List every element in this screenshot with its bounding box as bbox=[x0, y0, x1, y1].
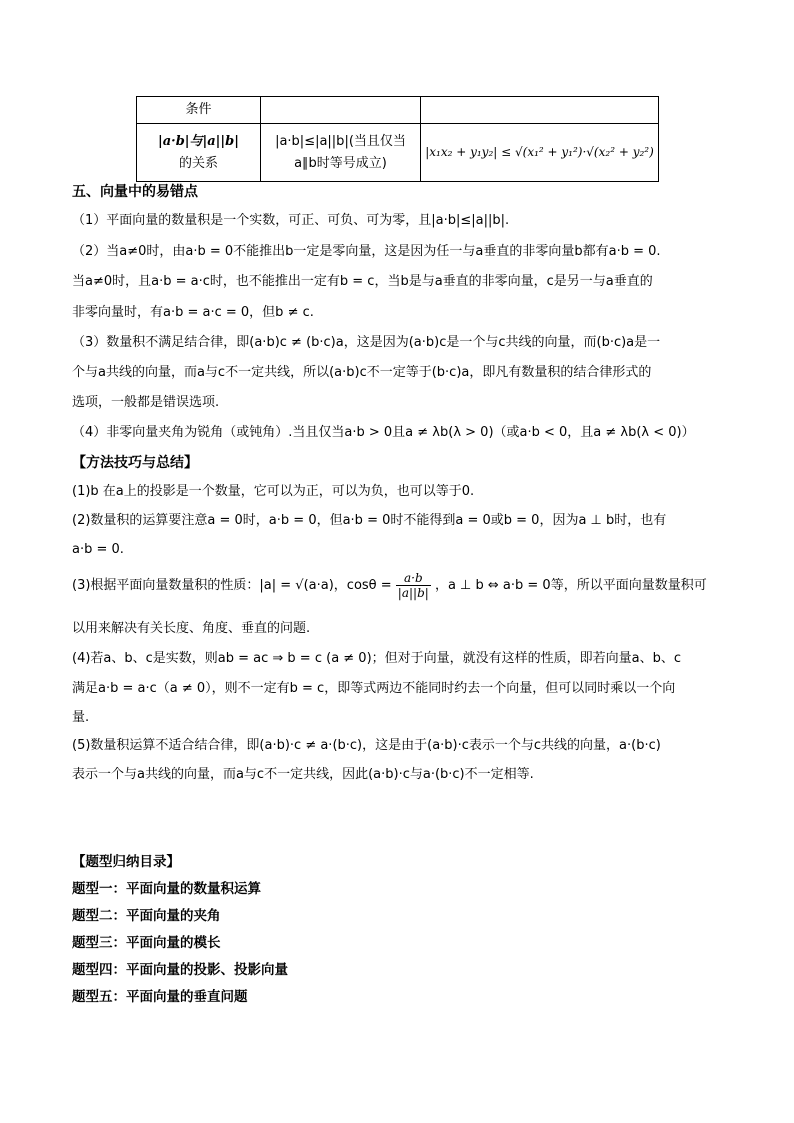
row-label-line-2: 的关系 bbox=[178, 155, 218, 171]
error-point-2-cont-2: 非零向量时，有a·b = a·c = 0，但b ≠ c. bbox=[72, 305, 314, 320]
method-3-post: ，a ⊥ b ⇔ a·b = 0等，所以平面向量数量积可 bbox=[434, 578, 707, 593]
table-header-label: 条件 bbox=[137, 97, 261, 124]
method-5-cont: 表示一个与a共线的向量，而a与c不一定共线，因此(a·b)·c与a·(b·c)不一定相等. bbox=[72, 767, 534, 782]
error-point-3: （3）数量积不满足结合律，即(a·b)c ≠ (b·c)a，这是因为(a·b)c是一个与c共线的向量，而(b·c)a是一 bbox=[72, 335, 661, 350]
condition-line-1: |a·b|≤|a||b|(当且仅当 bbox=[275, 133, 406, 149]
cos-fraction-numerator: a·b bbox=[396, 571, 431, 586]
inequality-formula: |x₁x₂ + y₁y₂| ≤ √(x₁² + y₁²)·√(x₂² + y₂²) bbox=[425, 145, 654, 159]
directory-title: 【题型归纳目录】 bbox=[72, 854, 180, 870]
method-4-cont-2: 量. bbox=[72, 710, 90, 725]
table-row-label bbox=[137, 124, 261, 182]
method-3-pre: (3)根据平面向量数量积的性质：|a| = √(a·a)，cosθ = bbox=[72, 578, 392, 593]
error-point-3-cont-1: 个与a共线的向量，而a与c不一定共线，所以(a·b)c不一定等于(b·c)a，即凡有数量积的结合律形式的 bbox=[72, 365, 652, 380]
method-3 bbox=[72, 571, 727, 601]
table-formula-cell bbox=[421, 124, 659, 182]
section-five-title: 五、向量中的易错点 bbox=[72, 184, 198, 200]
method-2-cont: a·b = 0. bbox=[72, 542, 124, 557]
condition-line-2: a∥b时等号成立) bbox=[294, 155, 387, 171]
table-header-empty-2 bbox=[421, 97, 659, 124]
method-4: (4)若a、b、c是实数，则ab = ac ⇒ b = c (a ≠ 0)；但对于向量，就没有这样的性质，即若向量a、b、c bbox=[72, 651, 682, 666]
method-1: (1)b 在a上的投影是一个数量，它可以为正，可以为负，也可以等于0. bbox=[72, 484, 475, 499]
row-label-line-1: |a·b|与|a||b| bbox=[158, 133, 239, 149]
directory-item-5: 题型五：平面向量的垂直问题 bbox=[72, 989, 248, 1005]
method-5: (5)数量积运算不适合结合律，即(a·b)·c ≠ a·(b·c)，这是由于(a·b)·c表示一个与c共线的向量，a·(b·c) bbox=[72, 738, 661, 753]
error-point-1: （1）平面向量的数量积是一个实数，可正、可负、可为零，且|a·b|≤|a||b|. bbox=[72, 213, 510, 228]
cos-fraction bbox=[396, 571, 431, 600]
error-point-2: （2）当a≠0时，由a·b = 0不能推出b一定是零向量，这是因为任一与a垂直的非零向量b都有a·b = 0. bbox=[72, 244, 661, 259]
error-point-2-cont-1: 当a≠0时，且a·b = a·c时，也不能推出一定有b = c，当b是与a垂直的非零向量，c是另一与a垂直的 bbox=[72, 274, 653, 289]
cos-fraction-denominator: |a||b| bbox=[397, 586, 429, 600]
table-header-empty-1 bbox=[261, 97, 421, 124]
table-condition-cell bbox=[261, 124, 421, 182]
error-point-4: （4）非零向量夹角为锐角（或钝角）.当且仅当a·b > 0且a ≠ λb(λ > 0)（或a·b < 0，且a ≠ λb(λ < 0)） bbox=[72, 425, 695, 440]
directory-item-2: 题型二：平面向量的夹角 bbox=[72, 908, 221, 924]
directory-item-4: 题型四：平面向量的投影、投影向量 bbox=[72, 962, 288, 978]
methods-title: 【方法技巧与总结】 bbox=[72, 455, 198, 471]
condition-table bbox=[136, 96, 659, 182]
method-2: (2)数量积的运算要注意a = 0时，a·b = 0，但a·b = 0时不能得到a = 0或b = 0，因为a ⊥ b时，也有 bbox=[72, 513, 667, 528]
method-4-cont-1: 满足a·b = a·c（a ≠ 0），则不一定有b = c，即等式两边不能同时约去一个向量，但可以同时乘以一个向 bbox=[72, 681, 676, 696]
directory-item-1: 题型一：平面向量的数量积运算 bbox=[72, 881, 261, 897]
error-point-3-cont-2: 选项，一般都是错误选项. bbox=[72, 395, 220, 410]
directory-item-3: 题型三：平面向量的模长 bbox=[72, 935, 221, 951]
method-3-cont: 以用来解决有关长度、角度、垂直的问题. bbox=[72, 621, 311, 636]
